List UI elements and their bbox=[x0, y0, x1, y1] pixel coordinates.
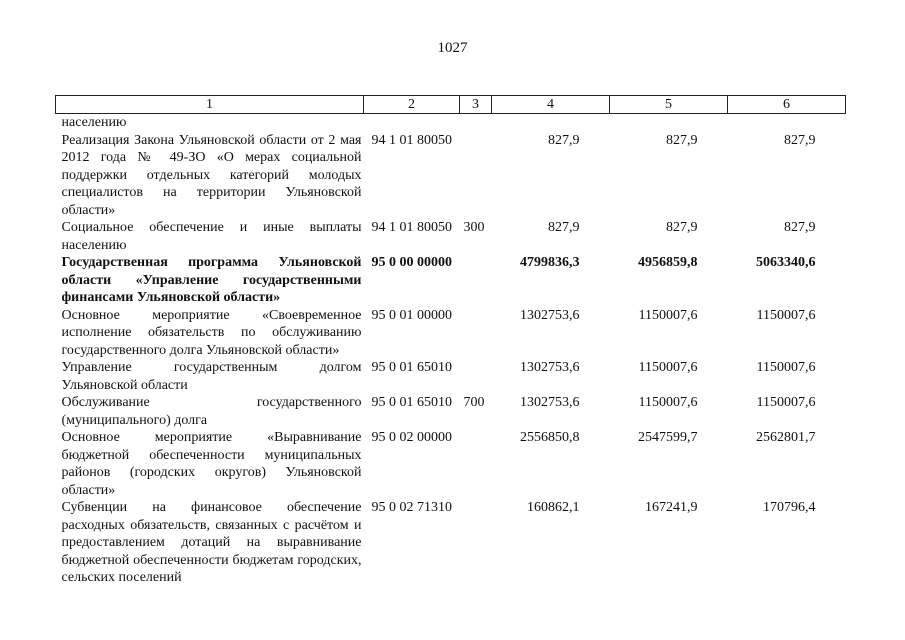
row-value-3: 170796,4 bbox=[763, 500, 816, 515]
row-vr bbox=[460, 429, 492, 499]
row-code: 95 0 02 00000 bbox=[371, 430, 452, 445]
row-code: 94 1 01 80050 bbox=[371, 220, 452, 235]
header-col-3: 3 bbox=[460, 96, 492, 114]
row-value-2: 2547599,7 bbox=[638, 430, 698, 445]
row-vr bbox=[460, 254, 492, 307]
table-row bbox=[56, 219, 846, 254]
row-value-2: 4956859,8 bbox=[638, 255, 698, 270]
table-row bbox=[56, 114, 846, 132]
table-row bbox=[56, 359, 846, 394]
row-value-1: 1302753,6 bbox=[520, 307, 580, 323]
row-vr bbox=[460, 359, 492, 394]
table-row bbox=[56, 307, 846, 360]
row-value-2: 827,9 bbox=[666, 220, 698, 235]
row-name: населению bbox=[61, 115, 127, 130]
row-value-1: 827,9 bbox=[548, 220, 580, 235]
row-value-3: 2562801,7 bbox=[756, 430, 816, 445]
row-value-2: 1150007,6 bbox=[638, 307, 698, 323]
header-col-1: 1 bbox=[56, 96, 364, 114]
row-value-3: 5063340,6 bbox=[756, 255, 816, 270]
row-vr bbox=[460, 499, 492, 587]
row-code: 95 0 01 00000 bbox=[371, 307, 452, 323]
table-row bbox=[56, 499, 846, 587]
row-code bbox=[364, 114, 460, 132]
row-name: Государственная программа Ульяновской области «Управление государственными финансами Ульяновской области» bbox=[61, 255, 362, 305]
table-row bbox=[56, 132, 846, 220]
header-col-4: 4 bbox=[492, 96, 610, 114]
table-row bbox=[56, 429, 846, 499]
row-value-1: 1302753,6 bbox=[520, 395, 580, 410]
header-col-6: 6 bbox=[728, 96, 846, 114]
row-vr bbox=[460, 114, 492, 132]
row-code: 95 0 02 71310 bbox=[371, 500, 452, 515]
row-name: Обслуживание государственного (муниципального) долга bbox=[61, 395, 362, 428]
row-code: 95 0 01 65010 bbox=[371, 360, 452, 375]
row-value-3: 827,9 bbox=[784, 132, 816, 148]
row-value-1 bbox=[492, 114, 610, 132]
header-col-5: 5 bbox=[610, 96, 728, 114]
row-value-3: 1150007,6 bbox=[756, 360, 816, 375]
header-col-2: 2 bbox=[364, 96, 460, 114]
row-value-1: 160862,1 bbox=[527, 500, 580, 515]
row-value-2: 827,9 bbox=[666, 132, 698, 148]
row-name: Основное мероприятие «Выравнивание бюджетной обеспеченности муниципальных районов (городских округов) Ульяновской области» bbox=[61, 430, 362, 498]
row-name: Основное мероприятие «Своевременное исполнение обязательств по обслуживанию государственного долга Ульяновской области» bbox=[61, 307, 362, 358]
row-value-1: 4799836,3 bbox=[520, 255, 580, 270]
row-value-3: 827,9 bbox=[784, 220, 816, 235]
row-code: 95 0 01 65010 bbox=[371, 395, 452, 410]
row-vr: 300 bbox=[463, 220, 485, 235]
budget-table bbox=[55, 95, 846, 587]
row-value-2: 1150007,6 bbox=[638, 360, 698, 375]
row-value-1: 827,9 bbox=[548, 132, 580, 148]
row-name: Реализация Закона Ульяновской области от 2 мая 2012 года № 49-ЗО «О мерах социальной поддержки отдельных категорий молодых специалистов на территории Ульяновской области» bbox=[61, 132, 362, 218]
row-code: 94 1 01 80050 bbox=[371, 132, 452, 148]
row-value-3: 1150007,6 bbox=[756, 307, 816, 323]
row-name: Управление государственным долгом Ульяновской области bbox=[61, 360, 362, 393]
row-value-2: 1150007,6 bbox=[638, 395, 698, 410]
table-header-row bbox=[56, 96, 846, 114]
row-value-2: 167241,9 bbox=[645, 500, 698, 515]
row-name: Субвенции на финансовое обеспечение расходных обязательств, связанных с расчётом и предоставлением дотаций на выравнивание бюджетной обеспеченности бюджетам городских, сельских поселений bbox=[61, 500, 362, 585]
row-name: Социальное обеспечение и иные выплаты населению bbox=[61, 220, 362, 253]
table-row bbox=[56, 394, 846, 429]
row-value-2 bbox=[610, 114, 728, 132]
row-vr bbox=[460, 307, 492, 360]
row-value-3 bbox=[728, 114, 846, 132]
row-code: 95 0 00 00000 bbox=[371, 255, 452, 270]
table-row bbox=[56, 254, 846, 307]
row-value-1: 2556850,8 bbox=[520, 430, 580, 445]
page-number: 1027 bbox=[437, 40, 468, 56]
row-value-3: 1150007,6 bbox=[756, 395, 816, 410]
row-vr: 700 bbox=[463, 395, 485, 410]
row-value-1: 1302753,6 bbox=[520, 360, 580, 375]
row-vr bbox=[460, 132, 492, 220]
